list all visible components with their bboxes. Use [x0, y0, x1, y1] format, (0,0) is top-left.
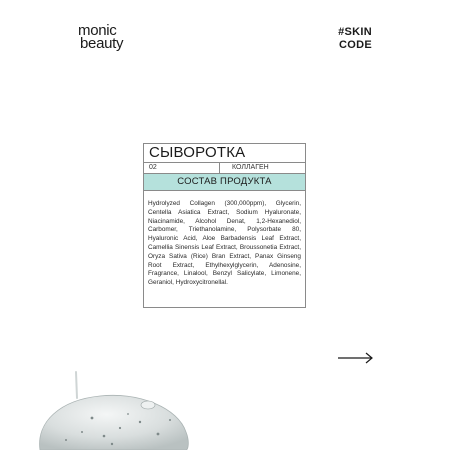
product-title: СЫВОРОТКА	[144, 144, 305, 163]
skin-code-line1: #SKIN	[338, 26, 372, 38]
brand-logo	[78, 24, 123, 50]
product-number: 02	[144, 163, 220, 173]
skin-code-tag	[338, 26, 372, 52]
skin-code-line2: CODE	[339, 39, 372, 51]
product-type: КОЛЛАГЕН	[232, 164, 269, 171]
serum-drop-image	[0, 370, 220, 450]
ingredients-text: Hydrolyzed Collagen (300,000ppm), Glycerin, Centella Asiatica Extract, Sodium Hyaluronate, Niacinamide, Alcohol Denat, 1,2-Hexanediol, Carbomer, Triethanolamine, Polysorbate 80, Hyaluronic Acid, Aloe Barbadensis Leaf Extract, Camellia Sinensis Leaf Extract, Broussonetia Extract, Oryza Sativa (Rice) Bran Extract, Panax Ginseng Root Extract, Ethylhexylglycerin, Adenosine, Fragrance, Linalool, Benzyl Salicylate, Limonene, Geraniol, Hydroxycitronellal.	[148, 200, 301, 287]
composition-heading: СОСТАВ ПРОДУКТА	[144, 174, 305, 191]
ingredients-card	[143, 143, 306, 308]
brand-logo-line1: monic	[78, 22, 117, 39]
arrow-right-icon[interactable]	[338, 352, 374, 364]
product-meta-row	[144, 163, 305, 174]
brand-logo-line2: beauty	[80, 35, 124, 52]
